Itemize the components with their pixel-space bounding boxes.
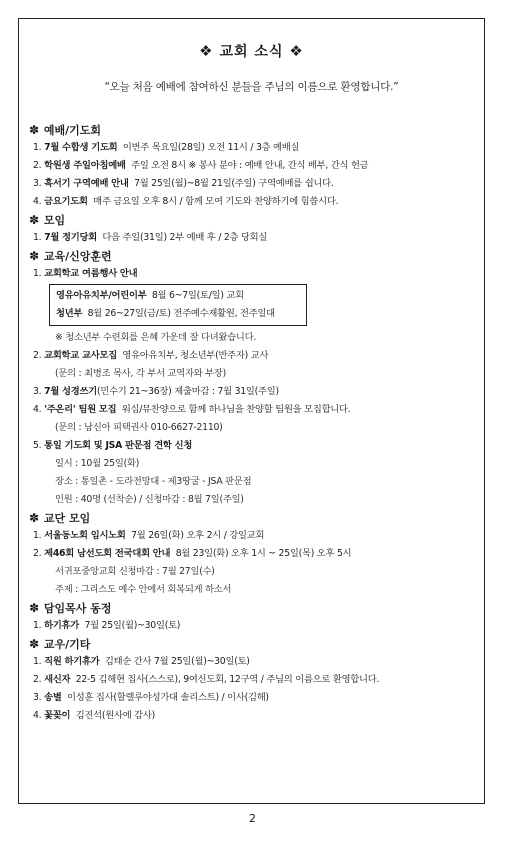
- bulletin-frame: [18, 18, 485, 804]
- asterisk-icon: ✽: [29, 637, 40, 651]
- sub-line: (문의 : 최병조 목사, 각 부서 교역자와 부장): [55, 368, 226, 379]
- list-item: 2. 교회학교 교사모집 영유아유치부, 청소년부(반주자) 교사: [33, 350, 269, 361]
- list-item: 1. 7월 정기당회 다음 주일(31일) 2부 예배 후 / 2층 당회실: [33, 232, 268, 243]
- asterisk-icon: ✽: [29, 601, 40, 615]
- summer-event-box: [49, 284, 307, 326]
- list-item: 1. 하기휴가 7월 25일(월)~30일(토): [33, 620, 181, 631]
- sub-line: 장소 : 통일촌 - 도라전망대 - 제3땅굴 - JSA 판문점: [55, 476, 252, 487]
- asterisk-icon: ✽: [29, 213, 40, 227]
- section-heading-meeting: ✽ 모임: [29, 213, 66, 227]
- section-heading-presbytery: ✽ 교단 모임: [29, 511, 91, 525]
- asterisk-icon: ✽: [29, 123, 40, 137]
- section-heading-members: ✽ 교우/기타: [29, 637, 91, 651]
- list-item: 4. '주온리' 팀원 모집 워십/뮤찬양으로 함께 하나님을 찬양할 팀원을 모집합니다.: [33, 404, 351, 415]
- sub-line: 서귀포중앙교회 신청마감 : 7월 27일(수): [55, 566, 215, 577]
- welcome-quote: “오늘 처음 예배에 참여하신 분들을 주님의 이름으로 환영합니다.”: [104, 81, 399, 93]
- diamond-icon: ❖: [199, 42, 214, 60]
- sub-line: (문의 : 남신아 피택권사 010-6627-2110): [55, 422, 223, 433]
- list-item: 2. 학원생 주일아침예배 주일 오전 8시 ※ 봉사 분야 : 예배 안내, 간식 배부, 간식 헌금: [33, 160, 369, 171]
- title-text: 교회 소식: [219, 44, 284, 60]
- section-heading-worship: ✽ 예배/기도회: [29, 123, 102, 137]
- page-title: [19, 41, 484, 61]
- diamond-icon: ❖: [289, 42, 304, 60]
- asterisk-icon: ✽: [29, 249, 40, 263]
- section-heading-pastor: ✽ 담임목사 동정: [29, 601, 112, 615]
- list-item: 3. 송별 이성훈 집사(할렐루야성가대 솔리스트) / 이사(김해): [33, 692, 269, 703]
- list-item: 5. 통일 기도회 및 JSA 판문점 견학 신청: [33, 440, 193, 451]
- box-line: 영유아유치부/어린이부 8월 6~7일(토/일) 교회: [56, 290, 244, 301]
- list-item: 1. 직원 하기휴가 김태순 간사 7월 25일(월)~30일(토): [33, 656, 250, 667]
- page-number: 2: [249, 812, 256, 825]
- list-item: 1. 서울동노회 임시노회 7월 26일(화) 오후 2시 / 강일교회: [33, 530, 265, 541]
- sub-line: 인원 : 40명 (선착순) / 신청마감 : 8월 7일(주일): [55, 494, 244, 505]
- list-item: 3. 흑서기 구역예배 안내 7월 25일(월)~8월 21일(주일) 구역예배를 쉽니다.: [33, 178, 334, 189]
- list-item: 2. 새신자 22-5 김해현 집사(스스로), 9여신도회, 12구역 / 주님의 이름으로 환영합니다.: [33, 674, 380, 685]
- sub-line: 주제 : 그리스도 예수 안에서 회복되게 하소서: [55, 584, 232, 595]
- list-item: 2. 제46회 남선도회 전국대회 안내 8월 23일(화) 오후 1시 ~ 25일(목) 오후 5시: [33, 548, 352, 559]
- box-line: 청년부 8월 26~27일(금/토) 전주예수재활원, 전주일대: [56, 308, 275, 319]
- asterisk-icon: ✽: [29, 511, 40, 525]
- list-item: 1. 7월 수합생 기도회 이번주 목요일(28일) 오전 11시 / 3층 예배실: [33, 142, 300, 153]
- list-item: 1. 교회학교 여름행사 안내: [33, 268, 138, 279]
- list-item: 4. 금요기도회 매주 금요일 오후 8시 / 함께 모여 기도와 찬양하기에 힘씁시다.: [33, 196, 339, 207]
- list-item: 4. 꽃꽂이 김진석(원사에 감사): [33, 710, 156, 721]
- list-item: 3. 7월 성경쓰기(민수기 21~36장) 제출마감 : 7월 31일(주일): [33, 386, 279, 397]
- section-heading-education: ✽ 교육/신앙훈련: [29, 249, 112, 263]
- news-content: [29, 121, 479, 725]
- note-line: ※ 청소년부 수련회를 은혜 가운데 잘 다녀왔습니다.: [55, 332, 257, 343]
- sub-line: 일시 : 10월 25일(화): [55, 458, 140, 469]
